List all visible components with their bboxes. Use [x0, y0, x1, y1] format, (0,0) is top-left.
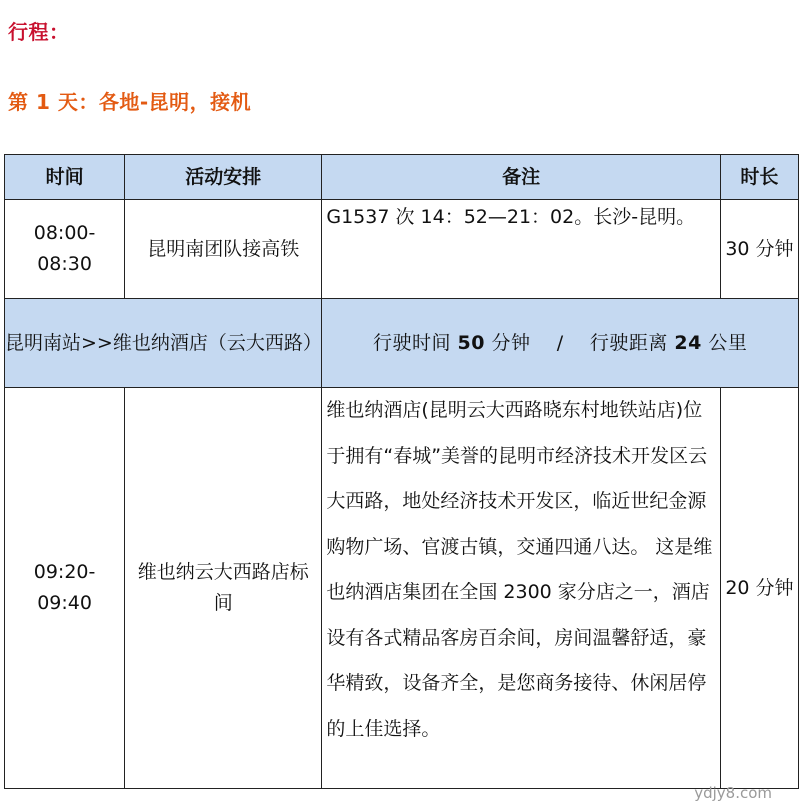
- note-cell: 维也纳酒店(昆明云大西路晓东村地铁站店)位于拥有“春城”美誉的昆明市经济技术开发区云大西路，地处经济技术开发区，临近世纪金源购物广场、官渡古镇，交通四通八达。 这是维也纳酒店集团在全国 2300 家分店之一，酒店设有各式精品客房百余间，房间温馨舒适，豪华精致，设备齐全，是您商务接待、休闲居停的上佳选择。: [322, 388, 721, 789]
- table-row: [5, 388, 799, 789]
- drive-distance-label: 行驶距离: [589, 331, 668, 354]
- table-header-row: [5, 155, 799, 200]
- duration-cell: 30 分钟: [720, 200, 798, 299]
- itinerary-table: [4, 154, 799, 789]
- activity-cell: 维也纳云大西路店标间: [125, 388, 322, 789]
- drive-time-unit: 分钟: [491, 331, 531, 354]
- drive-distance-unit: 公里: [708, 331, 748, 354]
- time-end: 09:40: [37, 592, 92, 614]
- itinerary-heading: 行程：: [8, 20, 70, 44]
- drive-time-label: 行驶时间: [372, 331, 451, 354]
- transfer-route: 昆明南站>>维也纳酒店（云大西路）: [5, 299, 322, 388]
- activity-cell: 昆明南团队接高铁: [125, 200, 322, 299]
- note-cell: G1537 次 14：52—21：02。长沙-昆明。: [322, 200, 721, 299]
- duration-cell: 20 分钟: [720, 388, 798, 789]
- header-activity: 活动安排: [125, 155, 322, 200]
- table-row: [5, 200, 799, 299]
- day-one-heading: 第 1 天：各地-昆明，接机: [8, 90, 252, 114]
- header-notes: 备注: [322, 155, 721, 200]
- drive-separator: /: [556, 331, 564, 354]
- drive-distance-value: 24: [674, 331, 702, 354]
- time-start: 08:00-: [33, 222, 96, 244]
- header-duration: 时长: [720, 155, 798, 200]
- transfer-row: [5, 299, 799, 388]
- header-time: 时间: [5, 155, 125, 200]
- time-cell: [5, 200, 125, 299]
- transfer-info: [322, 299, 799, 388]
- drive-time-value: 50: [457, 331, 485, 354]
- time-start: 09:20-: [33, 561, 96, 583]
- time-cell: [5, 388, 125, 789]
- watermark: ydjy8.com: [694, 784, 772, 802]
- time-end: 08:30: [37, 253, 92, 275]
